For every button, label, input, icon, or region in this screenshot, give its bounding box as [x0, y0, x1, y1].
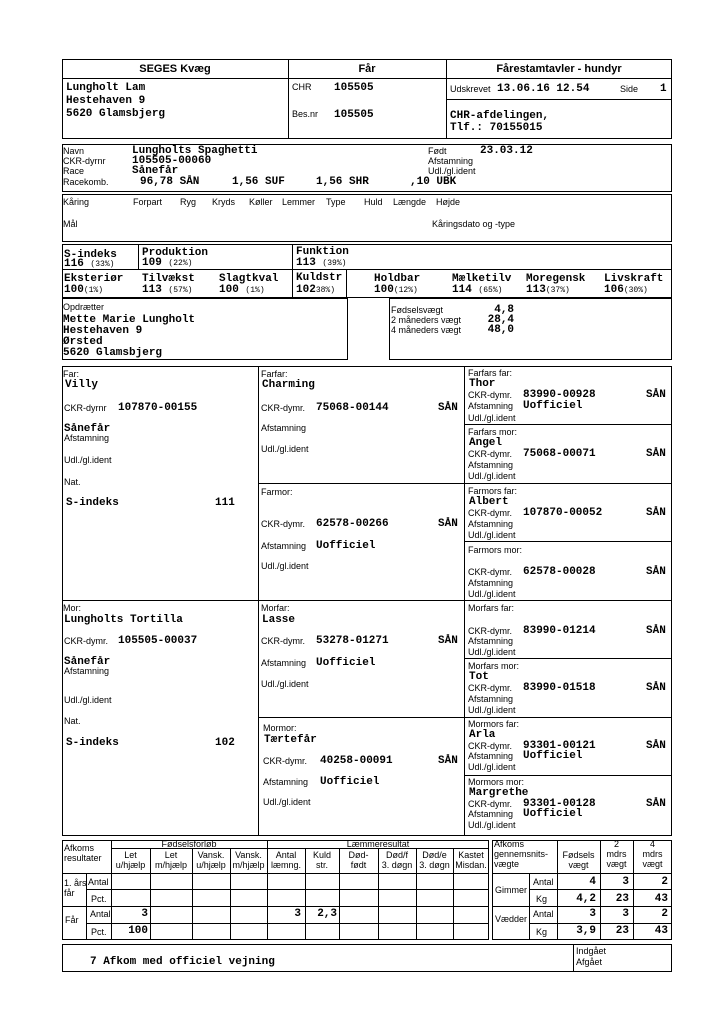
afkoms-resultater-label: Afkoms resultater — [64, 843, 102, 863]
moregensk-value: 113 — [526, 284, 546, 296]
karing-type: Type — [326, 197, 346, 207]
chr-label: CHR — [292, 82, 312, 92]
farfar-afst-label: Afstamning — [261, 423, 307, 433]
row-1-aars-faar-label: 1. års får — [64, 878, 87, 898]
karing-huld: Huld — [364, 197, 383, 207]
gg-farfars-mor-label: Farfars mor: — [468, 427, 518, 437]
vaedder-antal-2m: 3 — [622, 908, 629, 920]
kuldstr-label: Kuldstr — [296, 272, 343, 284]
gg-morfars-far-race: SÅN — [646, 625, 666, 637]
eksterior-value: 100 — [64, 284, 84, 296]
afgaaet-label: Afgået — [576, 957, 603, 967]
document-title: Fårestamtavler - hundyr — [496, 63, 622, 75]
racekomb-4: ,10 UBK — [410, 176, 457, 188]
mormor-label: Mormor: — [263, 723, 297, 733]
farmor-ckr: 62578-00266 — [316, 518, 389, 530]
morfar-ckr-label: CKR-dymr. — [261, 636, 306, 646]
far-ckr: 107870-00155 — [118, 402, 198, 414]
vaedder-kg-4m: 43 — [654, 925, 668, 937]
mormor-ckr-label: CKR-dymr. — [263, 756, 308, 766]
karing-hojde: Højde — [436, 197, 461, 207]
mor-race: Sånefår — [64, 656, 111, 668]
gimmer-kg-4m: 43 — [654, 893, 668, 905]
karing-forpart: Forpart — [133, 197, 163, 207]
row-1-pct-label: Pct. — [91, 894, 107, 904]
s-indeks-pct: (33%) — [90, 260, 115, 269]
s-indeks-label: S-indeks — [64, 249, 117, 261]
col-dod-f-3-dogn: Død/f 3. døgn — [381, 850, 413, 870]
mor-ckr-label: CKR-dymr. — [64, 636, 109, 646]
gg-morfars-far-ckr-label: CKR-dymr. — [468, 626, 513, 636]
gg-farmors-mor-race: SÅN — [646, 566, 666, 578]
faar-kuld-str: 2,3 — [317, 908, 337, 920]
gg-farmors-mor-afst-label: Afstamning — [468, 578, 514, 588]
page-label: Side — [620, 84, 639, 94]
far-name: Villy — [65, 379, 99, 391]
kuldstr-pct: 38%) — [315, 286, 336, 295]
gg-farfars-far-ckr: 83990-00928 — [523, 389, 596, 401]
row-1-antal-label: Antal — [88, 877, 109, 887]
col-fodsels-vaegt: Fødsels vægt — [562, 850, 595, 870]
printed-label: Udskrevet — [450, 84, 491, 94]
slagtkval-value: 100 — [219, 284, 239, 296]
gg-mormors-far-label: Mormors far: — [468, 719, 520, 729]
gg-farfars-far-name: Thor — [469, 378, 496, 390]
species-title: Får — [358, 63, 376, 75]
produktion-value: 109 — [142, 257, 162, 269]
gg-farmors-mor-label: Farmors mor: — [468, 545, 522, 555]
chr-value: 105505 — [334, 82, 374, 94]
karingsdato-label: Kåringsdato og -type — [432, 219, 516, 229]
dept-line2: Tlf.: 70155015 — [450, 122, 543, 134]
animal-name: Lungholts Spaghetti — [132, 145, 258, 157]
gimmer-kg-fodsel: 4,2 — [576, 893, 596, 905]
faar-antal-laemng: 3 — [294, 908, 301, 920]
holdbar-value: 100 — [374, 284, 394, 296]
gg-farfars-mor-afst-label: Afstamning — [468, 460, 514, 470]
gg-morfars-mor-ckr-label: CKR-dymr. — [468, 683, 513, 693]
m2-vaegt-value: 28,4 — [487, 314, 514, 326]
morfar-label: Morfar: — [261, 603, 290, 613]
navn-label: Navn — [63, 146, 85, 156]
far-udl-label: Udl./gl.ident — [64, 455, 112, 465]
col-kuld-str: Kuld str. — [312, 850, 331, 870]
gg-farmors-mor-udl-label: Udl./gl.ident — [468, 589, 516, 599]
moregensk-pct: (37%) — [545, 286, 570, 295]
gg-farfars-far-ckr-label: CKR-dymr. — [468, 390, 513, 400]
funktion-pct: (39%) — [322, 259, 347, 268]
col-kastet-misdan: Kastet Misdan. — [455, 850, 487, 870]
far-sindeks-label: S-indeks — [66, 497, 119, 509]
far-sindeks-value: 111 — [215, 497, 235, 509]
farfar-name: Charming — [262, 379, 315, 391]
karing-kryds: Kryds — [212, 197, 236, 207]
col-antal-laemng: Antal læmng. — [270, 850, 301, 870]
far-race: Sånefår — [64, 423, 111, 435]
tilvaekst-pct: (57%) — [168, 286, 193, 295]
gimmer-kg-2m: 23 — [615, 893, 629, 905]
gg-farmors-far-ckr: 107870-00052 — [523, 507, 603, 519]
gg-farfars-far-udl-label: Udl./gl.ident — [468, 413, 516, 423]
udl-label: Udl./gl.ident — [428, 166, 476, 176]
gg-farmors-far-udl-label: Udl./gl.ident — [468, 530, 516, 540]
maal-label: Mål — [63, 219, 78, 229]
mor-sindeks-label: S-indeks — [66, 737, 119, 749]
mor-afst-label: Afstamning — [64, 666, 110, 676]
morfar-udl-label: Udl./gl.ident — [261, 679, 309, 689]
org-title: SEGES Kvæg — [139, 63, 211, 75]
livskraft-pct: (30%) — [623, 286, 648, 295]
animal-ckr: 105505-00060 — [132, 155, 212, 167]
gg-mormors-mor-ckr: 93301-00128 — [523, 798, 596, 810]
besnr-label: Bes.nr — [292, 109, 319, 119]
kuldstr-value: 102 — [296, 284, 316, 296]
produktion-pct: (22%) — [168, 259, 193, 268]
col-4-mdrs-vaegt: 4 mdrs vægt — [642, 839, 663, 869]
maelketilv-pct: (65%) — [478, 286, 503, 295]
holdbar-label: Holdbar — [374, 273, 421, 285]
gg-farmors-far-afst-label: Afstamning — [468, 519, 514, 529]
karing-lemmer: Lemmer — [282, 197, 316, 207]
gg-farmors-far-label: Farmors far: — [468, 486, 518, 496]
fodselsvaegt-label: Fødselsvægt — [391, 305, 444, 315]
mor-ckr: 105505-00037 — [118, 635, 198, 647]
racekomb-1: 96,78 SÅN — [140, 176, 200, 188]
gg-morfars-mor-race: SÅN — [646, 682, 666, 694]
gg-farmors-mor-ckr-label: CKR-dymr. — [468, 567, 513, 577]
tilvaekst-label: Tilvækst — [142, 273, 195, 285]
row-faar-antal-label: Antal — [90, 909, 111, 919]
gg-farfars-mor-name: Angel — [469, 437, 503, 449]
farmor-afst: Uofficiel — [316, 540, 376, 552]
breeder-line2: Hestehaven 9 — [63, 325, 143, 337]
col-vansk-u-hjaelp: Vansk. u/hjælp — [196, 850, 226, 870]
gg-morfars-far-ckr: 83990-01214 — [523, 625, 596, 637]
farmor-afst-label: Afstamning — [261, 541, 307, 551]
mor-udl-label: Udl./gl.ident — [64, 695, 112, 705]
eksterior-label: Eksteriør — [64, 273, 124, 285]
col-2-mdrs-vaegt: 2 mdrs vægt — [606, 839, 627, 869]
footer-note: 7 Afkom med officiel vejning — [90, 956, 275, 968]
gg-mormors-mor-afst: Uofficiel — [523, 808, 583, 820]
col-dod-fodt: Død- født — [348, 850, 369, 870]
gg-mormors-far-ckr: 93301-00121 — [523, 740, 596, 752]
gg-farmors-mor-ckr: 62578-00028 — [523, 566, 596, 578]
gimmer-antal-fodsel: 4 — [589, 876, 596, 888]
gimmer-antal-2m: 3 — [622, 876, 629, 888]
gg-morfars-mor-afst-label: Afstamning — [468, 694, 514, 704]
farfar-ckr: 75068-00144 — [316, 402, 389, 414]
gg-mormors-far-name: Arla — [469, 729, 496, 741]
far-label: Far: — [63, 369, 80, 379]
vaedder-kg-fodsel: 3,9 — [576, 925, 596, 937]
mor-nat-label: Nat. — [64, 716, 81, 726]
breeder-line1: Mette Marie Lungholt — [63, 314, 196, 326]
animal-race: Sånefår — [132, 165, 179, 177]
farfar-udl-label: Udl./gl.ident — [261, 444, 309, 454]
gg-mormors-mor-ckr-label: CKR-dymr. — [468, 799, 513, 809]
col-let-m-hjaelp: Let m/hjælp — [154, 850, 187, 870]
mor-sindeks-value: 102 — [215, 737, 235, 749]
page-number: 1 — [660, 83, 667, 95]
vaedder-label: Vædder — [495, 914, 528, 924]
col-let-u-hjaelp: Let u/hjælp — [115, 850, 146, 870]
slagtkval-pct: (1%) — [245, 286, 265, 295]
gg-mormors-mor-name: Margrethe — [469, 787, 529, 799]
faar-pct-let-u-hjaelp: 100 — [128, 925, 148, 937]
col-vansk-m-hjaelp: Vansk. m/hjælp — [232, 850, 265, 870]
karing-ryg: Ryg — [180, 197, 197, 207]
owner-name: Lungholt Lam — [66, 82, 146, 94]
holdbar-pct: (12%) — [393, 286, 418, 295]
vaedder-antal-fodsel: 3 — [589, 908, 596, 920]
mormor-ckr: 40258-00091 — [320, 755, 393, 767]
gimmer-label: Gimmer — [495, 885, 527, 895]
tilvaekst-value: 113 — [142, 284, 162, 296]
gg-mormors-far-race: SÅN — [646, 740, 666, 752]
racekomb-label: Racekomb. — [63, 177, 109, 187]
gg-mormors-far-udl-label: Udl./gl.ident — [468, 762, 516, 772]
racekomb-3: 1,56 SHR — [316, 176, 369, 188]
maelketilv-label: Mælketilv — [452, 273, 512, 285]
karing-label: Kåring — [63, 197, 90, 207]
funktion-value: 113 — [296, 257, 316, 269]
row-faar-label: Får — [65, 915, 79, 925]
m2-vaegt-label: 2 måneders vægt — [391, 315, 462, 325]
gg-morfars-mor-label: Morfars mor: — [468, 661, 520, 671]
breeder-line3: Ørsted — [63, 336, 103, 348]
morfar-afst: Uofficiel — [316, 657, 376, 669]
racekomb-2: 1,56 SUF — [232, 176, 285, 188]
gg-farfars-mor-ckr: 75068-00071 — [523, 448, 596, 460]
gg-farfars-far-race: SÅN — [646, 389, 666, 401]
gg-morfars-far-udl-label: Udl./gl.ident — [468, 647, 516, 657]
far-afst-label: Afstamning — [64, 433, 110, 443]
fodselsforlob-label: Fødselsforløb — [161, 839, 217, 849]
mormor-race: SÅN — [438, 755, 458, 767]
karing-laengde: Længde — [393, 197, 427, 207]
moregensk-label: Moregensk — [526, 273, 586, 285]
gimmer-antal-label: Antal — [533, 877, 554, 887]
gg-morfars-mor-udl-label: Udl./gl.ident — [468, 705, 516, 715]
gg-mormors-mor-udl-label: Udl./gl.ident — [468, 820, 516, 830]
mormor-afst-label: Afstamning — [263, 777, 309, 787]
vaedder-antal-label: Antal — [533, 909, 554, 919]
farmor-ckr-label: CKR-dymr. — [261, 519, 306, 529]
funktion-label: Funktion — [296, 246, 349, 258]
gg-farfars-far-label: Farfars far: — [468, 368, 513, 378]
afstamning-label: Afstamning — [428, 156, 474, 166]
mormor-afst: Uofficiel — [320, 776, 380, 788]
fodt-label: Født — [428, 146, 447, 156]
farmor-udl-label: Udl./gl.ident — [261, 561, 309, 571]
morfar-ckr: 53278-01271 — [316, 635, 389, 647]
farfar-label: Farfar: — [261, 369, 288, 379]
faar-antal-let-u-hjaelp: 3 — [141, 908, 148, 920]
slagtkval-label: Slagtkval — [219, 273, 279, 285]
dept-line1: CHR-afdelingen, — [450, 110, 550, 122]
breeder-label: Opdrætter — [63, 302, 105, 312]
livskraft-value: 106 — [604, 284, 624, 296]
gimmer-kg-label: Kg — [536, 894, 548, 904]
far-ckr-label: CKR-dyrnr — [64, 403, 107, 413]
gg-mormors-mor-afst-label: Afstamning — [468, 809, 514, 819]
m4-vaegt-value: 48,0 — [487, 324, 514, 336]
race-label: Race — [63, 166, 85, 176]
s-indeks-value: 116 — [64, 258, 84, 270]
gg-farfars-mor-ckr-label: CKR-dymr. — [468, 449, 513, 459]
morfar-race: SÅN — [438, 635, 458, 647]
breeder-line4: 5620 Glamsbjerg — [63, 347, 163, 359]
farfar-ckr-label: CKR-dymr. — [261, 403, 306, 413]
morfar-name: Lasse — [262, 614, 296, 626]
far-nat-label: Nat. — [64, 477, 81, 487]
gg-mormors-far-afst-label: Afstamning — [468, 751, 514, 761]
owner-street: Hestehaven 9 — [66, 95, 146, 107]
gg-mormors-far-afst: Uofficiel — [523, 750, 583, 762]
vaedder-antal-4m: 2 — [661, 908, 668, 920]
laemmeresultat-label: Læmmeresultat — [346, 839, 410, 849]
gg-farmors-far-ckr-label: CKR-dymr. — [468, 508, 513, 518]
gg-morfars-far-afst-label: Afstamning — [468, 636, 514, 646]
gg-mormors-mor-label: Mormors mor: — [468, 777, 524, 787]
gg-mormors-mor-race: SÅN — [646, 798, 666, 810]
birth-date: 23.03.12 — [480, 145, 533, 157]
gg-morfars-mor-ckr: 83990-01518 — [523, 682, 596, 694]
gg-farmors-far-name: Albert — [469, 496, 509, 508]
indgaaet-label: Indgået — [576, 946, 607, 956]
printed-value: 13.06.16 12.54 — [497, 83, 590, 95]
besnr-value: 105505 — [334, 109, 374, 121]
gg-farfars-far-afst: Uofficiel — [523, 400, 583, 412]
gg-mormors-far-ckr-label: CKR-dymr. — [468, 741, 513, 751]
farmor-race: SÅN — [438, 518, 458, 530]
vaedder-kg-label: Kg — [536, 927, 548, 937]
gg-morfars-far-label: Morfars far: — [468, 603, 515, 613]
gg-farmors-far-race: SÅN — [646, 507, 666, 519]
avg-weights-title: Afkoms gennemsnits- vægte — [494, 839, 549, 869]
morfar-afst-label: Afstamning — [261, 658, 307, 668]
gg-farfars-far-afst-label: Afstamning — [468, 401, 514, 411]
mormor-name: Tærtefår — [264, 734, 317, 746]
karing-koller: Køller — [249, 197, 273, 207]
row-faar-pct-label: Pct. — [91, 927, 107, 937]
gg-farfars-mor-udl-label: Udl./gl.ident — [468, 471, 516, 481]
eksterior-pct: (1%) — [83, 286, 104, 295]
produktion-label: Produktion — [142, 247, 209, 259]
maelketilv-value: 114 — [452, 284, 472, 296]
col-dod-e-3-dogn: Død/e 3. døgn — [419, 850, 450, 870]
ckr-label: CKR-dyrnr — [63, 156, 106, 166]
fodselsvaegt-value: 4,8 — [494, 304, 514, 316]
mor-name: Lungholts Tortilla — [64, 614, 183, 626]
gg-farfars-mor-race: SÅN — [646, 448, 666, 460]
m4-vaegt-label: 4 måneders vægt — [391, 325, 462, 335]
livskraft-label: Livskraft — [604, 273, 664, 285]
farmor-label: Farmor: — [261, 487, 293, 497]
mormor-udl-label: Udl./gl.ident — [263, 797, 311, 807]
vaedder-kg-2m: 23 — [615, 925, 629, 937]
gimmer-antal-4m: 2 — [661, 876, 668, 888]
farfar-race: SÅN — [438, 402, 458, 414]
mor-label: Mor: — [63, 603, 81, 613]
owner-city: 5620 Glamsbjerg — [66, 108, 166, 120]
gg-morfars-mor-name: Tot — [469, 671, 489, 683]
